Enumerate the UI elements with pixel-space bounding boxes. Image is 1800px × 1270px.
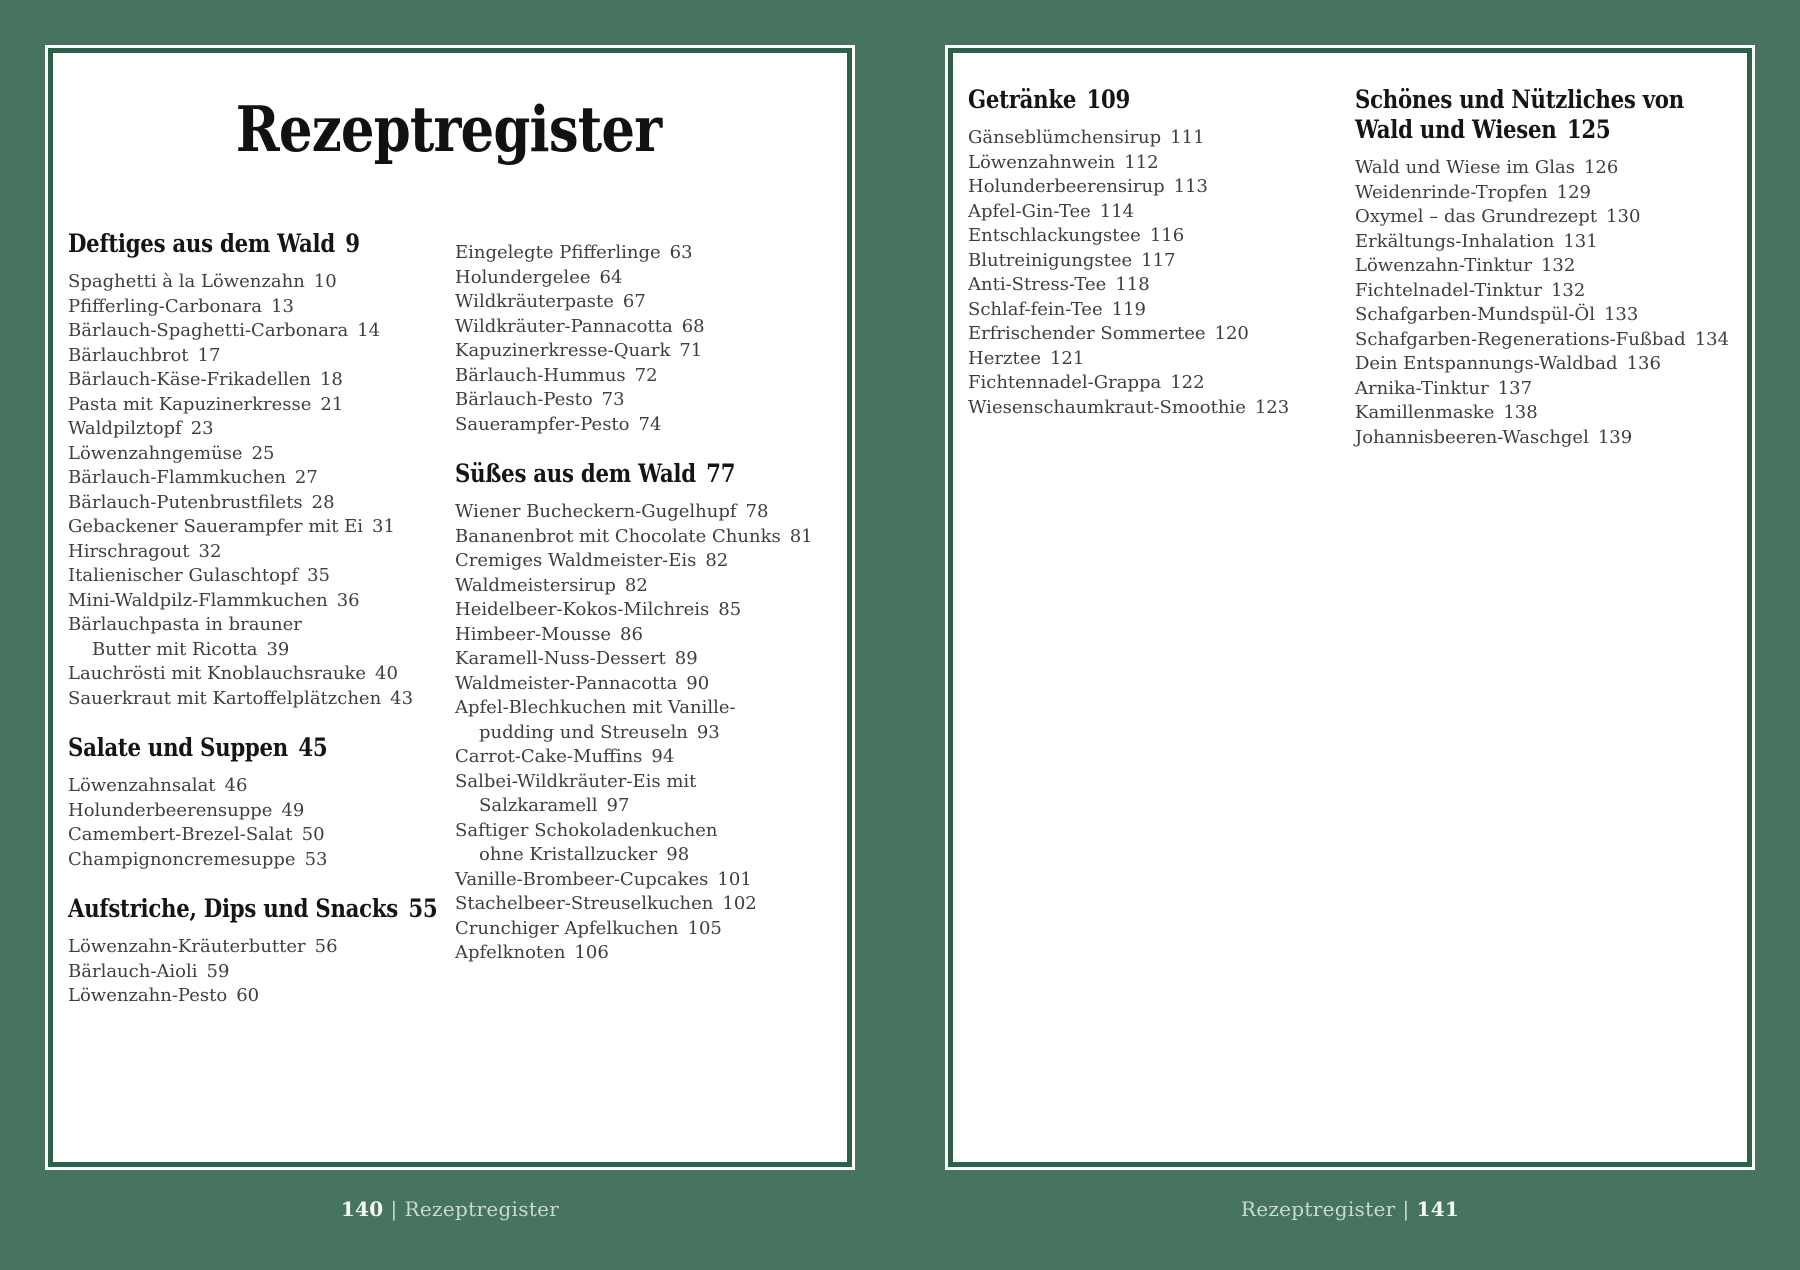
- index-entry: [68, 687, 413, 712]
- index-entry: [68, 564, 413, 589]
- index-entry: [455, 770, 800, 819]
- section-heading: [1355, 85, 1684, 145]
- index-column: [455, 229, 813, 1009]
- index-entry-line: Wildkräuterpaste 67: [455, 291, 646, 313]
- index-entry: [1355, 156, 1700, 181]
- index-entry: [968, 371, 1313, 396]
- index-section: [968, 85, 1313, 420]
- section-heading-line: Getränke 109: [968, 85, 1131, 114]
- index-entry-line: Vanille-Brombeer-Cupcakes 101: [455, 868, 752, 890]
- index-entry-line: Bärlauch-Spaghetti-Carbonara 14: [68, 320, 381, 342]
- index-section: [1355, 85, 1730, 450]
- index-entry-line: Apfel-Blechkuchen mit Vanille-: [455, 697, 736, 719]
- index-entry: [455, 525, 813, 550]
- index-entry-line: Crunchiger Apfelkuchen 105: [455, 917, 722, 939]
- index-entry-line: Waldpilztopf 23: [68, 418, 214, 440]
- index-entry: [968, 273, 1313, 298]
- index-entry-line: Anti-Stress-Tee 118: [968, 274, 1150, 295]
- index-entry-line: Camembert-Brezel-Salat 50: [68, 824, 325, 846]
- index-entry-line: Heidelbeer-Kokos-Milchreis 85: [455, 599, 742, 621]
- index-section: [68, 733, 413, 872]
- index-entry: [68, 319, 413, 344]
- index-entry-line: Löwenzahn-Pesto 60: [68, 985, 260, 1007]
- index-entry: [455, 868, 800, 893]
- footer-page-number: 140: [340, 1197, 384, 1221]
- section-heading-line: Wald und Wiesen 125: [1355, 115, 1611, 144]
- index-entry: [68, 417, 413, 442]
- index-entry-line: Stachelbeer-Streuselkuchen 102: [455, 893, 757, 915]
- index-entry: [455, 574, 800, 599]
- index-entry-line: Arnika-Tinktur 137: [1355, 377, 1533, 399]
- index-entry: [68, 935, 413, 960]
- index-entry-line: Bananenbrot mit Chocolate Chunks 81: [455, 525, 813, 547]
- index-entry: [968, 298, 1313, 323]
- index-entry-line: Löwenzahn-Kräuterbutter 56: [68, 936, 338, 958]
- index-entry-line: Pfifferling-Carbonara 13: [68, 295, 294, 317]
- index-entry: [68, 466, 413, 491]
- index-entry: [455, 696, 800, 745]
- index-entry: [455, 266, 800, 291]
- index-entry-line: Eingelegte Pfifferlinge 63: [455, 242, 693, 264]
- index-entry-line: ohne Kristallzucker 98: [479, 844, 690, 866]
- index-entry: [968, 322, 1313, 347]
- index-entry: [68, 270, 413, 295]
- index-entry-line: Wald und Wiese im Glas 126: [1355, 157, 1619, 178]
- footer-divider: |: [390, 1197, 398, 1221]
- index-entry-line: Wiesenschaumkraut-Smoothie 123: [968, 396, 1290, 418]
- left-page-content: [53, 53, 847, 1162]
- section-heading: [455, 459, 748, 489]
- index-entry: [455, 647, 800, 672]
- index-entry-line: Pasta mit Kapuzinerkresse 21: [68, 393, 344, 415]
- index-entry-line: Hirschragout 32: [68, 540, 222, 562]
- right-page-footer: [945, 1197, 1755, 1221]
- section-heading: [968, 85, 1261, 115]
- index-entry: [968, 200, 1313, 225]
- index-entry-line: Schlaf-fein-Tee 119: [968, 298, 1146, 320]
- index-entry: [455, 598, 800, 623]
- index-entry: [1355, 279, 1700, 304]
- index-entry: [455, 315, 800, 340]
- index-entry-line: Spaghetti à la Löwenzahn 10: [68, 271, 337, 293]
- index-column: [68, 229, 438, 1009]
- index-entry-line: Champignoncremesuppe 53: [68, 848, 328, 870]
- section-heading-line: Salate und Suppen 45: [68, 733, 328, 763]
- right-page-content: [953, 53, 1747, 1162]
- index-entry-line: Bärlauch-Pesto 73: [455, 389, 625, 411]
- index-entry: [968, 396, 1313, 421]
- index-entry-line: Löwenzahnwein 112: [968, 151, 1159, 173]
- footer-label: Rezeptregister: [404, 1197, 560, 1221]
- index-entry: [1355, 230, 1700, 255]
- index-entry-line: Butter mit Ricotta 39: [92, 638, 290, 660]
- index-entry: [1355, 205, 1700, 230]
- index-entry: [1355, 254, 1700, 279]
- index-entry: [455, 623, 800, 648]
- index-entry: [68, 799, 413, 824]
- index-entry: [68, 344, 413, 369]
- index-entry-line: Holunderbeerensirup 113: [968, 176, 1209, 197]
- index-entry-line: Bärlauch-Käse-Frikadellen 18: [68, 369, 343, 391]
- index-entry: [68, 295, 413, 320]
- index-entry: [968, 224, 1313, 249]
- index-entry: [968, 126, 1313, 151]
- index-entry-line: pudding und Streuseln 93: [479, 721, 720, 743]
- index-entry: [455, 745, 800, 770]
- index-entry: [968, 175, 1313, 200]
- section-heading-line: Schönes und Nützliches von: [1355, 85, 1684, 114]
- index-entry: [1355, 328, 1730, 353]
- index-entry: [68, 960, 413, 985]
- index-entry-line: Saftiger Schokoladenkuchen: [455, 819, 718, 841]
- index-section: [455, 229, 800, 437]
- index-entry: [968, 151, 1313, 176]
- footer-label: Rezeptregister: [1240, 1197, 1396, 1221]
- index-entry-line: Oxymel – das Grundrezept 130: [1355, 206, 1641, 227]
- index-entry: [1355, 181, 1700, 206]
- index-entry-line: Waldmeistersirup 82: [455, 574, 648, 596]
- index-entry: [455, 892, 800, 917]
- index-entry: [68, 774, 413, 799]
- section-heading: [68, 229, 361, 259]
- right-page-columns: [968, 85, 1729, 450]
- index-entry-line: Italienischer Gulaschtopf 35: [68, 565, 331, 587]
- index-column: [968, 85, 1313, 450]
- index-entry: [455, 290, 800, 315]
- left-page-columns: [68, 229, 829, 1009]
- index-entry-line: Johannisbeeren-Waschgel 139: [1355, 426, 1633, 448]
- index-entry-line: Bärlauch-Hummus 72: [455, 364, 658, 386]
- index-entry-line: Erfrischender Sommertee 120: [968, 323, 1249, 344]
- index-entry: [455, 241, 800, 266]
- index-entry-line: Apfelknoten 106: [455, 942, 609, 964]
- index-entry: [455, 364, 800, 389]
- index-column: [1355, 85, 1730, 450]
- index-entry-line: Karamell-Nuss-Dessert 89: [455, 648, 698, 670]
- index-entry-line: Weidenrinde-Tropfen 129: [1355, 181, 1592, 203]
- index-entry: [1355, 377, 1700, 402]
- index-entry: [68, 368, 413, 393]
- index-entry-line: Bärlauch-Putenbrustfilets 28: [68, 491, 335, 513]
- index-entry-line: Holunderbeerensuppe 49: [68, 799, 305, 821]
- index-entry: [68, 848, 413, 873]
- index-entry: [455, 388, 800, 413]
- index-entry: [1355, 401, 1700, 426]
- index-section: [68, 894, 438, 1009]
- index-entry: [68, 823, 413, 848]
- index-entry-line: Wildkräuter-Pannacotta 68: [455, 315, 705, 337]
- index-entry-line: Bärlauch-Aioli 59: [68, 960, 230, 982]
- index-entry-line: Lauchrösti mit Knoblauchsrauke 40: [68, 663, 398, 685]
- section-heading: [68, 733, 361, 763]
- index-entry: [68, 393, 413, 418]
- index-entry: [68, 984, 413, 1009]
- left-page-footer: [45, 1197, 855, 1221]
- section-heading-line: Aufstriche, Dips und Snacks 55: [68, 894, 438, 924]
- index-entry-line: Blutreinigungstee 117: [968, 249, 1176, 271]
- index-entry-line: Schafgarben-Regenerations-Fußbad 134: [1355, 328, 1730, 350]
- index-entry-line: Gänseblümchensirup 111: [968, 127, 1205, 148]
- index-entry-line: Apfel-Gin-Tee 114: [968, 200, 1135, 222]
- index-entry-line: Herztee 121: [968, 347, 1085, 369]
- index-entry-line: Bärlauch-Flammkuchen 27: [68, 467, 318, 489]
- index-entry: [68, 589, 413, 614]
- index-entry-line: Gebackener Sauerampfer mit Ei 31: [68, 516, 395, 538]
- index-entry-line: Löwenzahn-Tinktur 132: [1355, 255, 1576, 276]
- index-entry-line: Kapuzinerkresse-Quark 71: [455, 340, 703, 362]
- index-entry-line: Cremiges Waldmeister-Eis 82: [455, 550, 729, 572]
- index-entry: [968, 347, 1313, 372]
- section-heading-line: Süßes aus dem Wald 77: [455, 459, 736, 489]
- index-entry: [455, 819, 800, 868]
- index-entry: [455, 339, 800, 364]
- index-entry-line: Himbeer-Mousse 86: [455, 623, 643, 645]
- index-entry: [1355, 352, 1700, 377]
- index-entry-line: Bärlauchpasta in brauner: [68, 614, 302, 636]
- section-heading-line: Deftiges aus dem Wald 9: [68, 229, 360, 259]
- index-entry: [455, 549, 800, 574]
- index-section: [68, 229, 413, 711]
- index-entry-line: Fichtennadel-Grappa 122: [968, 372, 1205, 393]
- index-entry: [455, 941, 800, 966]
- index-entry: [1355, 303, 1700, 328]
- index-entry: [455, 672, 800, 697]
- index-entry-line: Löwenzahngemüse 25: [68, 442, 275, 464]
- index-entry: [68, 442, 413, 467]
- index-entry: [455, 500, 800, 525]
- index-entry-line: Holundergelee 64: [455, 266, 623, 288]
- index-entry: [1355, 426, 1700, 451]
- index-entry: [68, 662, 413, 687]
- footer-page-number: 141: [1416, 1197, 1460, 1221]
- index-section: [455, 459, 813, 966]
- index-entry-line: Sauerkraut mit Kartoffelplätzchen 43: [68, 687, 414, 709]
- index-entry: [455, 413, 800, 438]
- index-entry: [68, 491, 413, 516]
- index-entry-line: Dein Entspannungs-Waldbad 136: [1355, 353, 1661, 374]
- index-entry-line: Waldmeister-Pannacotta 90: [455, 672, 710, 694]
- index-entry: [68, 540, 413, 565]
- index-entry-line: Fichtelnadel-Tinktur 132: [1355, 279, 1586, 301]
- index-entry-line: Salzkaramell 97: [479, 795, 630, 817]
- index-entry-line: Sauerampfer-Pesto 74: [455, 413, 662, 435]
- index-entry: [968, 249, 1313, 274]
- index-entry: [68, 613, 413, 662]
- page-title: Rezeptregister: [235, 92, 662, 166]
- section-heading: [68, 894, 438, 924]
- index-entry-line: Carrot-Cake-Muffins 94: [455, 746, 675, 768]
- index-entry-line: Schafgarben-Mundspül-Öl 133: [1355, 304, 1639, 325]
- index-entry-line: Salbei-Wildkräuter-Eis mit: [455, 770, 697, 792]
- left-page: [45, 45, 855, 1170]
- index-entry-line: Kamillenmaske 138: [1355, 402, 1538, 423]
- index-entry-line: Erkältungs-Inhalation 131: [1355, 230, 1598, 252]
- right-page: [945, 45, 1755, 1170]
- index-entry: [68, 515, 413, 540]
- index-entry-line: Mini-Waldpilz-Flammkuchen 36: [68, 589, 360, 611]
- index-entry-line: Wiener Bucheckern-Gugelhupf 78: [455, 501, 769, 523]
- footer-divider: |: [1402, 1197, 1410, 1221]
- index-entry-line: Entschlackungstee 116: [968, 225, 1185, 246]
- index-entry-line: Bärlauchbrot 17: [68, 344, 221, 366]
- index-entry: [455, 917, 800, 942]
- index-entry-line: Löwenzahnsalat 46: [68, 775, 248, 797]
